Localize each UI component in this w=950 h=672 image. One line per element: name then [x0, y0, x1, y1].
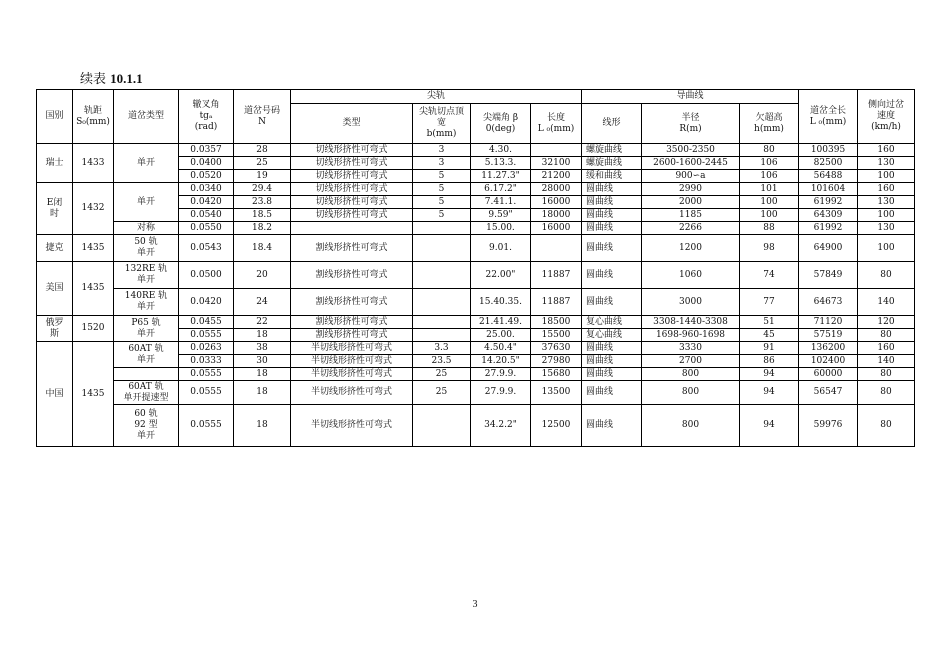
cell-ang: 27.9.9.: [471, 368, 531, 381]
cell-srt: 切线形挤性可弯式: [291, 144, 413, 157]
cell-h: 80: [740, 144, 799, 157]
cell-b: 23.5: [413, 355, 471, 368]
cell-ang: 7.41.1.: [471, 196, 531, 209]
cell-h: 98: [740, 235, 799, 262]
cell-total: 56488: [799, 170, 858, 183]
cell-shape: 圆曲线: [582, 381, 642, 405]
cell-r: 1200: [642, 235, 740, 262]
country-cell: 俄罗 斯: [37, 316, 73, 342]
table-row: [37, 183, 915, 196]
cell-len: 37630: [531, 342, 582, 355]
header-switch-length: 长度 L ₀(mm): [531, 104, 582, 144]
country-cell: E闭 时: [37, 183, 73, 235]
cell-r: 3000: [642, 289, 740, 316]
cell-h: 94: [740, 405, 799, 447]
header-curve-radius: 半径 R(m): [642, 104, 740, 144]
cell-total: 59976: [799, 405, 858, 447]
turnout-type-cell: 50 轨 单开: [114, 235, 179, 262]
cell-tg: 0.0540: [179, 209, 234, 222]
cell-n: 18.5: [234, 209, 291, 222]
table-row: [37, 262, 915, 289]
table-row: [37, 368, 915, 381]
cell-tg: 0.0555: [179, 329, 234, 342]
cell-tg: 0.0455: [179, 316, 234, 329]
cell-spd: 80: [858, 368, 915, 381]
cell-b: 3: [413, 144, 471, 157]
cell-tg: 0.0500: [179, 262, 234, 289]
gauge-cell: 1432: [73, 183, 114, 235]
cell-len: 27980: [531, 355, 582, 368]
cell-tg: 0.0555: [179, 405, 234, 447]
cell-spd: 100: [858, 235, 915, 262]
turnout-type-cell: 60 轨 92 型 单开: [114, 405, 179, 447]
cell-b: [413, 329, 471, 342]
cell-len: 16000: [531, 222, 582, 235]
cell-h: 94: [740, 381, 799, 405]
cell-b: 5: [413, 183, 471, 196]
cell-r: 2000: [642, 196, 740, 209]
cell-spd: 160: [858, 342, 915, 355]
cell-srt: 切线形挤性可弯式: [291, 157, 413, 170]
cell-ang: 21.41.49.: [471, 316, 531, 329]
cell-spd: 100: [858, 170, 915, 183]
gauge-cell: 1435: [73, 262, 114, 316]
table-row: [37, 316, 915, 329]
country-cell: 瑞士: [37, 144, 73, 183]
cell-shape: 圆曲线: [582, 183, 642, 196]
cell-shape: 圆曲线: [582, 368, 642, 381]
turnout-type-cell: 140RE 轨 单开: [114, 289, 179, 316]
cell-total: 57849: [799, 262, 858, 289]
cell-h: 106: [740, 170, 799, 183]
cell-ang: 4.50.4": [471, 342, 531, 355]
header-switch-rail-width: 尖轨切点顶 宽 b(mm): [413, 104, 471, 144]
gauge-cell: 1433: [73, 144, 114, 183]
page-number: 3: [472, 599, 478, 610]
cell-ang: 5.13.3.: [471, 157, 531, 170]
cell-total: 71120: [799, 316, 858, 329]
cell-spd: 80: [858, 381, 915, 405]
cell-ang: 34.2.2": [471, 405, 531, 447]
cell-n: 18: [234, 405, 291, 447]
cell-spd: 140: [858, 355, 915, 368]
cell-b: [413, 289, 471, 316]
cell-len: 11887: [531, 262, 582, 289]
turnout-type-cell: 60AT 轨 单开提速型: [114, 381, 179, 405]
cell-spd: 130: [858, 222, 915, 235]
cell-r: 1185: [642, 209, 740, 222]
cell-len: 18500: [531, 316, 582, 329]
cell-h: 100: [740, 196, 799, 209]
cell-spd: 130: [858, 157, 915, 170]
cell-tg: 0.0420: [179, 196, 234, 209]
cell-spd: 140: [858, 289, 915, 316]
cell-ang: 4.30.: [471, 144, 531, 157]
table-row: [37, 235, 915, 262]
cell-r: 800: [642, 381, 740, 405]
cell-ang: 6.17.2": [471, 183, 531, 196]
table-row: [37, 381, 915, 405]
cell-tg: 0.0555: [179, 381, 234, 405]
cell-n: 38: [234, 342, 291, 355]
cell-total: 61992: [799, 196, 858, 209]
cell-srt: 半切线形挤性可弯式: [291, 355, 413, 368]
cell-b: [413, 262, 471, 289]
cell-b: 5: [413, 170, 471, 183]
cell-srt: 切线形挤性可弯式: [291, 170, 413, 183]
cell-spd: 120: [858, 316, 915, 329]
cell-len: 15680: [531, 368, 582, 381]
cell-spd: 160: [858, 183, 915, 196]
cell-total: 100395: [799, 144, 858, 157]
cell-len: 32100: [531, 157, 582, 170]
header-frog-angle: 辙叉角 tgₐ (rad): [179, 90, 234, 144]
cell-total: 64673: [799, 289, 858, 316]
cell-srt: 半切线形挤性可弯式: [291, 381, 413, 405]
cell-r: 800: [642, 368, 740, 381]
cell-ang: 15.00.: [471, 222, 531, 235]
cell-n: 25: [234, 157, 291, 170]
cell-srt: 割线形挤性可弯式: [291, 235, 413, 262]
turnout-type-cell: 60AT 轨 单开: [114, 342, 179, 368]
cell-tg: 0.0520: [179, 170, 234, 183]
cell-tg: 0.0263: [179, 342, 234, 355]
cell-total: 64309: [799, 209, 858, 222]
cell-spd: 80: [858, 405, 915, 447]
cell-total: 102400: [799, 355, 858, 368]
header-lead-curve: 导曲线: [582, 90, 799, 104]
header-turnout-number: 道岔号码 N: [234, 90, 291, 144]
cell-shape: 螺旋曲线: [582, 157, 642, 170]
cell-srt: [291, 222, 413, 235]
cell-h: 100: [740, 209, 799, 222]
table-row: [37, 144, 915, 157]
cell-b: 25: [413, 368, 471, 381]
cell-ang: 9.59": [471, 209, 531, 222]
cell-srt: 切线形挤性可弯式: [291, 209, 413, 222]
cell-total: 61992: [799, 222, 858, 235]
cell-tg: 0.0340: [179, 183, 234, 196]
cell-n: 18: [234, 381, 291, 405]
cell-total: 82500: [799, 157, 858, 170]
turnout-parameters-table: [36, 89, 915, 447]
header-speed: 侧向过岔 速度 (km/h): [858, 90, 915, 144]
cell-shape: 圆曲线: [582, 342, 642, 355]
cell-h: 86: [740, 355, 799, 368]
caption-prefix: 续表: [80, 72, 111, 87]
cell-r: 2266: [642, 222, 740, 235]
cell-total: 60000: [799, 368, 858, 381]
cell-r: 1060: [642, 262, 740, 289]
gauge-cell: 1520: [73, 316, 114, 342]
cell-srt: 割线形挤性可弯式: [291, 329, 413, 342]
table-row: [37, 222, 915, 235]
cell-h: 91: [740, 342, 799, 355]
cell-ang: 25.00.: [471, 329, 531, 342]
cell-b: 3: [413, 157, 471, 170]
turnout-type-cell: 对称: [114, 222, 179, 235]
cell-total: 64900: [799, 235, 858, 262]
cell-n: 24: [234, 289, 291, 316]
cell-n: 29.4: [234, 183, 291, 196]
header-turnout-type: 道岔类型: [114, 90, 179, 144]
cell-b: 25: [413, 381, 471, 405]
cell-shape: 圆曲线: [582, 209, 642, 222]
cell-srt: 半切线形挤性可弯式: [291, 405, 413, 447]
header-curve-shape: 线形: [582, 104, 642, 144]
cell-srt: 切线形挤性可弯式: [291, 196, 413, 209]
cell-tg: 0.0543: [179, 235, 234, 262]
cell-tg: 0.0333: [179, 355, 234, 368]
cell-srt: 割线形挤性可弯式: [291, 316, 413, 329]
turnout-type-cell: 单开: [114, 183, 179, 222]
cell-len: 12500: [531, 405, 582, 447]
cell-shape: 圆曲线: [582, 196, 642, 209]
cell-r: 2700: [642, 355, 740, 368]
cell-shape: 缓和曲线: [582, 170, 642, 183]
cell-tg: 0.0555: [179, 368, 234, 381]
turnout-type-cell: [114, 368, 179, 381]
cell-b: [413, 405, 471, 447]
cell-n: 19: [234, 170, 291, 183]
cell-total: 56547: [799, 381, 858, 405]
cell-total: 101604: [799, 183, 858, 196]
turnout-type-cell: 132RE 轨 单开: [114, 262, 179, 289]
cell-b: [413, 316, 471, 329]
cell-ang: 11.27.3": [471, 170, 531, 183]
cell-total: 57519: [799, 329, 858, 342]
cell-shape: 复心曲线: [582, 316, 642, 329]
cell-shape: 圆曲线: [582, 289, 642, 316]
cell-n: 18.2: [234, 222, 291, 235]
cell-shape: 圆曲线: [582, 262, 642, 289]
country-cell: 捷克: [37, 235, 73, 262]
cell-b: 5: [413, 196, 471, 209]
cell-r: 3500-2350: [642, 144, 740, 157]
cell-ang: 14.20.5": [471, 355, 531, 368]
cell-n: 28: [234, 144, 291, 157]
cell-spd: 100: [858, 209, 915, 222]
cell-len: [531, 235, 582, 262]
country-cell: 美国: [37, 262, 73, 316]
table-caption: [80, 68, 143, 87]
cell-srt: 割线形挤性可弯式: [291, 289, 413, 316]
cell-h: 101: [740, 183, 799, 196]
cell-ang: 9.01.: [471, 235, 531, 262]
cell-r: 800: [642, 405, 740, 447]
cell-b: 3.3: [413, 342, 471, 355]
cell-len: 16000: [531, 196, 582, 209]
cell-r: 1698-960-1698: [642, 329, 740, 342]
cell-spd: 160: [858, 144, 915, 157]
header-total-length: 道岔全长 L ₀(mm): [799, 90, 858, 144]
turnout-type-cell: P65 轨 单开: [114, 316, 179, 342]
cell-b: [413, 235, 471, 262]
header-switch-rail: 尖轨: [291, 90, 582, 104]
cell-len: 13500: [531, 381, 582, 405]
cell-h: 77: [740, 289, 799, 316]
cell-b: [413, 222, 471, 235]
cell-ang: 22.00": [471, 262, 531, 289]
cell-spd: 130: [858, 196, 915, 209]
turnout-type-cell: 单开: [114, 144, 179, 183]
cell-len: 18000: [531, 209, 582, 222]
cell-n: 22: [234, 316, 291, 329]
cell-len: 28000: [531, 183, 582, 196]
cell-b: 5: [413, 209, 471, 222]
header-country: 国别: [37, 90, 73, 144]
cell-tg: 0.0550: [179, 222, 234, 235]
gauge-cell: 1435: [73, 235, 114, 262]
cell-n: 30: [234, 355, 291, 368]
cell-tg: 0.0357: [179, 144, 234, 157]
cell-h: 45: [740, 329, 799, 342]
table-row: [37, 342, 915, 355]
cell-r: 3308-1440-3308: [642, 316, 740, 329]
cell-shape: 圆曲线: [582, 405, 642, 447]
cell-spd: 80: [858, 329, 915, 342]
table-row: [37, 289, 915, 316]
cell-spd: 80: [858, 262, 915, 289]
gauge-cell: 1435: [73, 342, 114, 447]
cell-n: 18.4: [234, 235, 291, 262]
cell-ang: 15.40.35.: [471, 289, 531, 316]
cell-srt: 半切线形挤性可弯式: [291, 342, 413, 355]
caption-number: 10.1.1: [110, 71, 143, 86]
cell-srt: 切线形挤性可弯式: [291, 183, 413, 196]
cell-tg: 0.0420: [179, 289, 234, 316]
cell-shape: 圆曲线: [582, 222, 642, 235]
cell-n: 18: [234, 368, 291, 381]
cell-shape: 复心曲线: [582, 329, 642, 342]
cell-n: 18: [234, 329, 291, 342]
cell-r: 2990: [642, 183, 740, 196]
cell-n: 20: [234, 262, 291, 289]
cell-r: 3330: [642, 342, 740, 355]
country-cell: 中国: [37, 342, 73, 447]
cell-total: 136200: [799, 342, 858, 355]
header-switch-rail-type: 类型: [291, 104, 413, 144]
table-row: [37, 405, 915, 447]
cell-n: 23.8: [234, 196, 291, 209]
cell-r: 2600-1600-2445: [642, 157, 740, 170]
cell-h: 94: [740, 368, 799, 381]
cell-shape: 圆曲线: [582, 355, 642, 368]
cell-len: 15500: [531, 329, 582, 342]
cell-len: 21200: [531, 170, 582, 183]
cell-shape: 圆曲线: [582, 235, 642, 262]
cell-h: 74: [740, 262, 799, 289]
cell-len: 11887: [531, 289, 582, 316]
header-cant-deficiency: 欠超高 h(mm): [740, 104, 799, 144]
cell-len: [531, 144, 582, 157]
cell-srt: 半切线形挤性可弯式: [291, 368, 413, 381]
cell-srt: 割线形挤性可弯式: [291, 262, 413, 289]
cell-tg: 0.0400: [179, 157, 234, 170]
header-switch-angle: 尖端角 β 0(deg): [471, 104, 531, 144]
cell-ang: 27.9.9.: [471, 381, 531, 405]
cell-h: 51: [740, 316, 799, 329]
cell-h: 106: [740, 157, 799, 170]
cell-r: 900∽a: [642, 170, 740, 183]
cell-h: 88: [740, 222, 799, 235]
header-gauge: 轨距 S₀(mm): [73, 90, 114, 144]
cell-shape: 螺旋曲线: [582, 144, 642, 157]
